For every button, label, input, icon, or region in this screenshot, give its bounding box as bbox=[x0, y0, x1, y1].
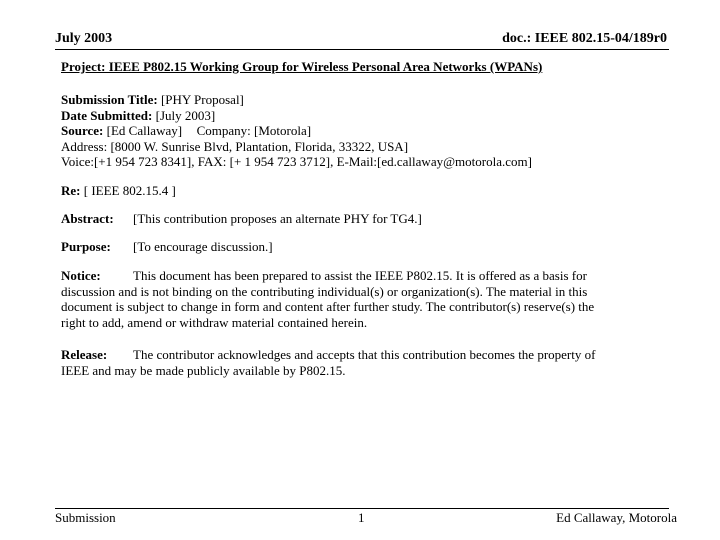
notice-line-1: This document has been prepared to assist the IEEE P802.15. It is offered as a basis for bbox=[133, 268, 587, 283]
notice-line-2: discussion and is not binding on the contributing individual(s) or organization(s). The material in this bbox=[61, 283, 588, 299]
re-value: [ IEEE 802.15.4 ] bbox=[83, 183, 176, 198]
submission-title-value: [PHY Proposal] bbox=[160, 92, 244, 107]
submission-block bbox=[61, 92, 532, 170]
voice-line: Voice:[+1 954 723 8341], FAX: [+ 1 954 723 3712], E-Mail:[ed.callaway@motorola.com] bbox=[61, 154, 532, 169]
source-label: Source: bbox=[61, 123, 104, 138]
source-value: [Ed Callaway] bbox=[106, 123, 183, 138]
date-submitted-value: [July 2003] bbox=[155, 107, 216, 123]
header-rule bbox=[55, 49, 669, 50]
abstract-line bbox=[61, 211, 422, 227]
purpose-value: [To encourage discussion.] bbox=[133, 239, 273, 254]
notice-paragraph bbox=[61, 268, 651, 330]
purpose-line bbox=[61, 239, 273, 255]
source-line bbox=[61, 123, 532, 139]
abstract-value: [This contribution proposes an alternate PHY for TG4.] bbox=[133, 211, 422, 226]
footer-author: Ed Callaway, Motorola bbox=[556, 510, 677, 525]
submission-title-label: Submission Title: bbox=[61, 92, 158, 107]
header-doc-id: doc.: IEEE 802.15-04/189r0 bbox=[502, 31, 667, 46]
header-date: July 2003 bbox=[55, 31, 113, 46]
purpose-label: Purpose: bbox=[61, 239, 111, 254]
notice-line-3: document is subject to change in form and content after further study. The contributor(s) reserve(s) the bbox=[61, 299, 595, 314]
submission-title-line bbox=[61, 92, 532, 108]
address-line: Address: [8000 W. Sunrise Blvd, Plantation, Florida, 33322, USA] bbox=[61, 138, 409, 154]
date-submitted-label: Date Submitted: bbox=[61, 107, 153, 123]
release-line-1: The contributor acknowledges and accepts that this contribution becomes the property of bbox=[133, 347, 596, 362]
notice-label: Notice: bbox=[61, 268, 101, 283]
release-line-2: IEEE and may be made publicly available by P802.15. bbox=[61, 362, 346, 378]
company-label: Company: bbox=[196, 123, 251, 138]
release-label: Release: bbox=[61, 347, 108, 362]
notice-line-4: right to add, amend or withdraw material contained herein. bbox=[61, 314, 368, 330]
re-line bbox=[61, 183, 176, 199]
abstract-label: Abstract: bbox=[61, 211, 114, 226]
footer-rule bbox=[55, 508, 669, 509]
footer-submission: Submission bbox=[55, 510, 116, 525]
release-paragraph bbox=[61, 347, 651, 378]
company-value: [Motorola] bbox=[254, 123, 312, 138]
project-title: Project: IEEE P802.15 Working Group for Wireless Personal Area Networks (WPANs) bbox=[61, 59, 543, 74]
re-label: Re: bbox=[61, 183, 81, 198]
date-submitted-line bbox=[61, 108, 532, 124]
footer-page-number: 1 bbox=[358, 510, 365, 525]
